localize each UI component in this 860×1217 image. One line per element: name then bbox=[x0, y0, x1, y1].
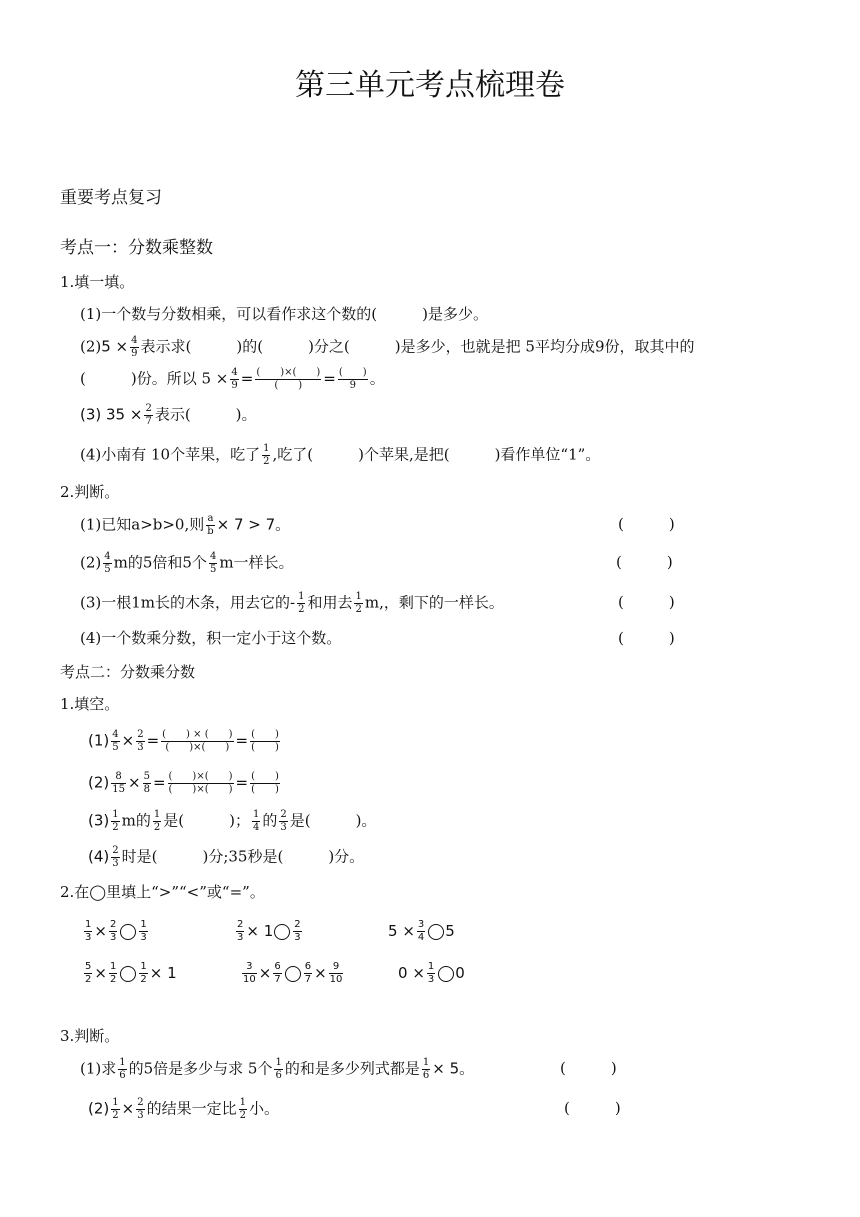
times-sign: × bbox=[412, 964, 425, 982]
answer-circle[interactable] bbox=[120, 924, 136, 940]
fraction: $\frac{5}{8}$ bbox=[143, 771, 150, 795]
fraction: $\frac{1}{2}$ bbox=[239, 1097, 246, 1121]
item-label: (1) bbox=[88, 731, 110, 750]
fraction: $\frac{2}{7}$ bbox=[145, 403, 152, 427]
fraction: $\frac{6}{7}$ bbox=[274, 961, 281, 985]
compare-6 bbox=[398, 962, 465, 985]
answer-circle[interactable] bbox=[274, 924, 290, 940]
number: 0 bbox=[398, 964, 408, 982]
expression-text: (3) 35 × bbox=[80, 405, 143, 424]
item-1-4 bbox=[80, 444, 600, 467]
item-label: (2) bbox=[88, 773, 110, 792]
item-text: 。 bbox=[369, 369, 385, 388]
item-label: (4) bbox=[88, 847, 110, 866]
question-3-label: 3.判断。 bbox=[60, 1027, 120, 1045]
expression-text: × 5。 bbox=[432, 1059, 475, 1078]
fraction: $\frac{1}{6}$ bbox=[422, 1057, 430, 1081]
number: 5 bbox=[388, 922, 398, 940]
times-sign: × bbox=[121, 1099, 135, 1118]
number: 1 bbox=[167, 964, 177, 982]
fraction: $\frac{a}{b}$ bbox=[207, 513, 214, 537]
fraction: $\frac{3}{4}$ bbox=[417, 919, 425, 943]
equals-sign: = bbox=[152, 773, 166, 792]
judge-3 bbox=[80, 592, 504, 615]
number: 5 bbox=[445, 922, 455, 940]
fraction: $\frac{9}{10}$ bbox=[329, 961, 343, 985]
item-text: 是( )。 bbox=[289, 811, 377, 830]
times-sign: × bbox=[402, 922, 415, 940]
answer-circle[interactable] bbox=[120, 966, 136, 982]
fill-1 bbox=[88, 730, 282, 753]
answer-paren[interactable]: ( ) bbox=[564, 1099, 621, 1117]
number: 1 bbox=[263, 922, 274, 940]
fraction: $\frac{2}{3}$ bbox=[109, 919, 117, 943]
fraction: $\frac{2}{3}$ bbox=[112, 845, 119, 869]
times-sign: × bbox=[127, 773, 141, 792]
item-text: m一样长。 bbox=[219, 553, 294, 572]
compare-2 bbox=[234, 920, 304, 943]
compare-4 bbox=[82, 962, 177, 985]
judge-4: (4)一个数乘分数，积一定小于这个数。 bbox=[80, 629, 342, 647]
equals-sign: = bbox=[235, 731, 249, 750]
question-2-label: 2.判断。 bbox=[60, 483, 120, 501]
item-1-3 bbox=[80, 404, 257, 427]
item-text: 小。 bbox=[248, 1099, 279, 1118]
fraction: $\frac{4}{9}$ bbox=[131, 335, 138, 359]
times-sign: × bbox=[314, 964, 327, 982]
item-1-2-cont bbox=[80, 368, 385, 391]
answer-circle[interactable] bbox=[438, 966, 454, 982]
fill-2 bbox=[88, 772, 282, 795]
item-text: (3)一根1m长的木条，用去它的- bbox=[80, 593, 296, 612]
fraction: $\frac{6}{7}$ bbox=[304, 961, 312, 985]
blank-fraction: ( ) ( ) bbox=[251, 729, 279, 753]
item-text: ,吃了( )个苹果,是把( )看作单位“1”。 bbox=[272, 445, 601, 464]
answer-paren[interactable]: ( ) bbox=[616, 553, 673, 571]
fraction: $\frac{1}{4}$ bbox=[252, 809, 260, 833]
equals-sign: = bbox=[240, 369, 254, 388]
fraction: $\frac{4}{9}$ bbox=[231, 367, 238, 391]
item-text: 的结果一定比 bbox=[146, 1099, 237, 1118]
item-1-1: (1)一个数与分数相乘，可以看作求这个数的( )是多少。 bbox=[80, 305, 488, 323]
fraction: $\frac{1}{2}$ bbox=[263, 443, 270, 467]
judge-1 bbox=[80, 514, 290, 537]
fraction: $\frac{4}{5}$ bbox=[104, 551, 111, 575]
item-1-2 bbox=[80, 336, 695, 359]
blank-fraction: ( ) × ( ) ( )×( ) bbox=[162, 729, 233, 753]
topic-1-heading: 考点一：分数乘整数 bbox=[60, 238, 213, 258]
fraction: $\frac{1}{2}$ bbox=[140, 961, 147, 985]
item-text: 是( )； bbox=[163, 811, 250, 830]
item-label: (2) bbox=[88, 1099, 110, 1118]
fraction: $\frac{1}{6}$ bbox=[119, 1057, 126, 1081]
fraction: $\frac{1}{2}$ bbox=[298, 591, 305, 615]
blank-fraction: ( )×( ) ( ) bbox=[256, 367, 321, 391]
item-text: ( )份。所以 5 × bbox=[80, 369, 229, 388]
question-1-label: 1.填空。 bbox=[60, 695, 120, 713]
item-text: 的5倍是多少与求 5个 bbox=[128, 1059, 273, 1078]
number: 0 bbox=[455, 964, 465, 982]
fraction: $\frac{2}{3}$ bbox=[137, 1097, 144, 1121]
compare-1 bbox=[82, 920, 150, 943]
times-sign: × bbox=[94, 922, 107, 940]
item-text: 表示求( )的( )分之( )是多少，也就是把 5平均分成9份，取其中的 bbox=[140, 337, 695, 356]
equals-sign: = bbox=[146, 731, 160, 750]
section-heading: 重要考点复习 bbox=[60, 188, 162, 208]
item-text: 表示( )。 bbox=[154, 405, 257, 424]
fraction: $\frac{1}{2}$ bbox=[112, 809, 119, 833]
fraction: $\frac{1}{3}$ bbox=[85, 919, 92, 943]
blank-fraction: ( )×( ) ( )×( ) bbox=[168, 771, 233, 795]
compare-3 bbox=[388, 920, 455, 943]
fraction: $\frac{4}{5}$ bbox=[209, 551, 217, 575]
answer-circle[interactable] bbox=[428, 924, 444, 940]
times-sign: × bbox=[258, 964, 272, 982]
fraction: $\frac{5}{2}$ bbox=[85, 961, 92, 985]
fraction: $\frac{3}{10}$ bbox=[243, 961, 256, 985]
times-sign: × bbox=[149, 964, 163, 982]
judge-2-2 bbox=[88, 1098, 279, 1121]
item-text: (1)已知a>b>0,则 bbox=[80, 515, 205, 534]
fraction: $\frac{1}{2}$ bbox=[153, 809, 161, 833]
judge-2-1 bbox=[80, 1058, 474, 1081]
compare-5 bbox=[240, 962, 345, 985]
fraction: $\frac{2}{3}$ bbox=[137, 729, 144, 753]
times-sign: × bbox=[94, 964, 107, 982]
answer-paren[interactable]: ( ) bbox=[618, 515, 675, 533]
times-sign: × bbox=[246, 922, 259, 940]
answer-circle[interactable] bbox=[285, 966, 301, 982]
blank-fraction: ( ) 9 bbox=[338, 367, 367, 391]
fill-4 bbox=[88, 846, 364, 869]
judge-2 bbox=[80, 552, 294, 575]
item-label: (2) bbox=[80, 553, 102, 572]
fraction: $\frac{4}{5}$ bbox=[112, 729, 119, 753]
item-text: m的 bbox=[121, 811, 151, 830]
expression-text: 5 × bbox=[101, 337, 129, 356]
fraction: $\frac{2}{3}$ bbox=[237, 919, 244, 943]
equals-sign: = bbox=[235, 773, 249, 792]
fraction: $\frac{8}{15}$ bbox=[112, 771, 125, 795]
fraction: $\frac{2}{3}$ bbox=[294, 919, 301, 943]
topic-2-heading: 考点二：分数乘分数 bbox=[60, 663, 196, 681]
item-text: 的和是多少列式都是 bbox=[284, 1059, 420, 1078]
fraction: $\frac{1}{2}$ bbox=[112, 1097, 119, 1121]
fraction: $\frac{1}{3}$ bbox=[140, 919, 147, 943]
item-text: 时是( )分;35秒是( )分。 bbox=[121, 847, 365, 866]
fraction: $\frac{1}{2}$ bbox=[109, 961, 117, 985]
question-1-label: 1.填一填。 bbox=[60, 273, 135, 291]
blank-fraction: ( ) ( ) bbox=[251, 771, 279, 795]
fraction: $\frac{1}{3}$ bbox=[427, 961, 435, 985]
equals-sign: = bbox=[323, 369, 336, 388]
times-sign: × bbox=[121, 731, 135, 750]
item-label: (3) bbox=[88, 811, 110, 830]
fill-3 bbox=[88, 810, 376, 833]
answer-paren[interactable]: ( ) bbox=[618, 593, 675, 611]
item-text: m,，剩下的一样长。 bbox=[364, 593, 504, 612]
page-title: 第三单元考点梳理卷 bbox=[295, 68, 565, 103]
fraction: $\frac{2}{3}$ bbox=[280, 809, 287, 833]
fraction: $\frac{1}{2}$ bbox=[355, 591, 362, 615]
fraction: $\frac{1}{6}$ bbox=[275, 1057, 282, 1081]
item-text: 和用去 bbox=[307, 593, 353, 612]
item-text: (1)求 bbox=[80, 1059, 117, 1078]
item-text: (4)小南有 10个苹果，吃了 bbox=[80, 445, 261, 464]
item-text: 的 bbox=[262, 811, 278, 830]
item-text: m的5倍和5个 bbox=[113, 553, 207, 572]
answer-paren[interactable]: ( ) bbox=[560, 1059, 617, 1077]
item-label: (2) bbox=[80, 337, 102, 356]
question-2-label: 2.在◯里填上“>”“<”或“=”。 bbox=[60, 883, 265, 901]
expression-text: × 7 > 7。 bbox=[216, 515, 291, 534]
answer-paren[interactable]: ( ) bbox=[618, 629, 675, 647]
